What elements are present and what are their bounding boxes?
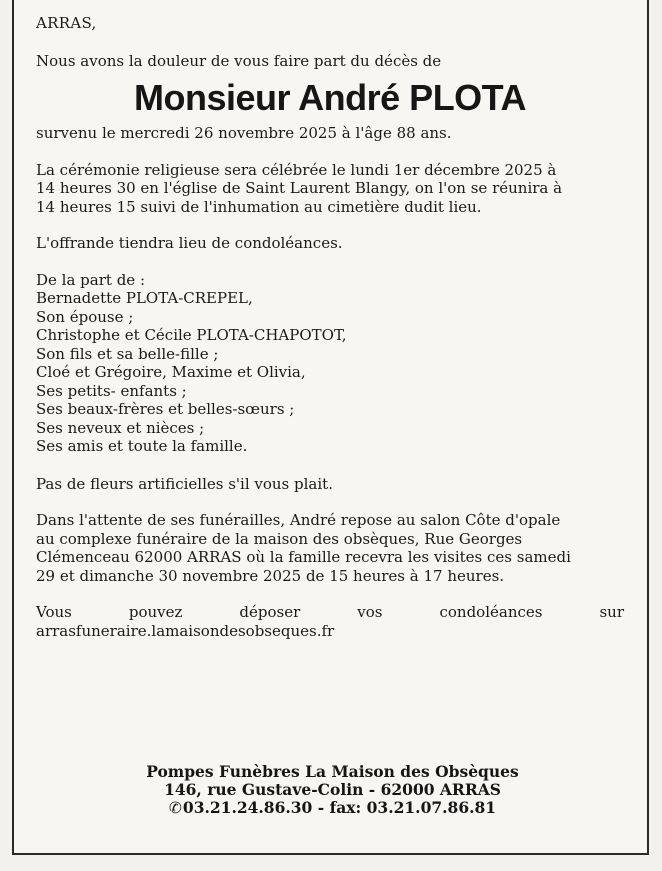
rest-line: Dans l'attente de ses funérailles, André repose au salon Côte d'opale <box>36 511 561 529</box>
rest-line: 29 et dimanche 30 novembre 2025 de 15 heures à 17 heures. <box>36 566 505 585</box>
condolences-word: Vous <box>36 603 72 621</box>
family-member: Bernadette PLOTA-CREPEL, <box>36 289 253 307</box>
rest-paragraph <box>36 511 624 585</box>
company-contacts <box>14 799 651 817</box>
condolences-paragraph <box>36 603 624 640</box>
condolences-word: pouvez <box>128 603 183 621</box>
offering-line: L'offrande tiendra lieu de condoléances. <box>36 234 343 252</box>
condolences-word: vos <box>357 603 383 621</box>
ceremony-line: La cérémonie religieuse sera célébrée le lundi 1er décembre 2025 à <box>36 160 557 179</box>
condolences-website: arrasfuneraire.lamaisondesobseques.fr <box>36 621 335 640</box>
phone-icon: ✆ <box>168 799 182 817</box>
condolences-word: déposer <box>239 603 301 621</box>
condolences-word: condoléances <box>439 603 543 621</box>
family-member: Ses amis et toute la famille. <box>36 437 248 455</box>
family-intro: De la part de : <box>36 270 145 289</box>
family-member: Ses neveux et nièces ; <box>36 418 205 437</box>
funeral-home-footer <box>14 763 651 817</box>
rest-line: au complexe funéraire de la maison des obsèques, Rue Georges <box>36 529 523 548</box>
condolences-line <box>36 603 624 622</box>
flowers-line: Pas de fleurs artificielles s'il vous plait. <box>36 474 333 493</box>
deceased-name: Monsieur André PLOTA <box>133 77 526 118</box>
family-member: Son épouse ; <box>36 307 134 326</box>
family-member: Son fils et sa belle-fille ; <box>36 344 219 363</box>
family-member: Ses petits- enfants ; <box>36 381 187 400</box>
condolences-word: sur <box>599 603 624 621</box>
intro-line: Nous avons la douleur de vous faire part du décès de <box>36 51 442 70</box>
ceremony-line: 14 heures 30 en l'église de Saint Laurent Blangy, on l'on se réunira à <box>36 179 563 197</box>
family-list <box>36 271 624 456</box>
family-member: Ses beaux-frères et belles-sœurs ; <box>36 400 295 418</box>
family-member: Christophe et Cécile PLOTA-CHAPOTOT, <box>36 326 347 344</box>
obituary-notice <box>12 0 649 855</box>
family-member: Cloé et Grégoire, Maxime et Olivia, <box>36 363 306 381</box>
phone-fax-numbers: 03.21.24.86.30 - fax: 03.21.07.86.81 <box>182 798 497 817</box>
rest-line: Clémenceau 62000 ARRAS où la famille recevra les visites ces samedi <box>36 548 571 566</box>
notice-body <box>36 14 624 640</box>
company-address: 146, rue Gustave-Colin - 62000 ARRAS <box>164 780 501 799</box>
ceremony-paragraph <box>36 161 624 217</box>
ceremony-line: 14 heures 15 suivi de l'inhumation au cimetière dudit lieu. <box>36 197 482 216</box>
company-name: Pompes Funèbres La Maison des Obsèques <box>146 762 519 781</box>
death-line: survenu le mercredi 26 novembre 2025 à l'âge 88 ans. <box>36 124 452 142</box>
city-heading: ARRAS, <box>36 14 97 32</box>
